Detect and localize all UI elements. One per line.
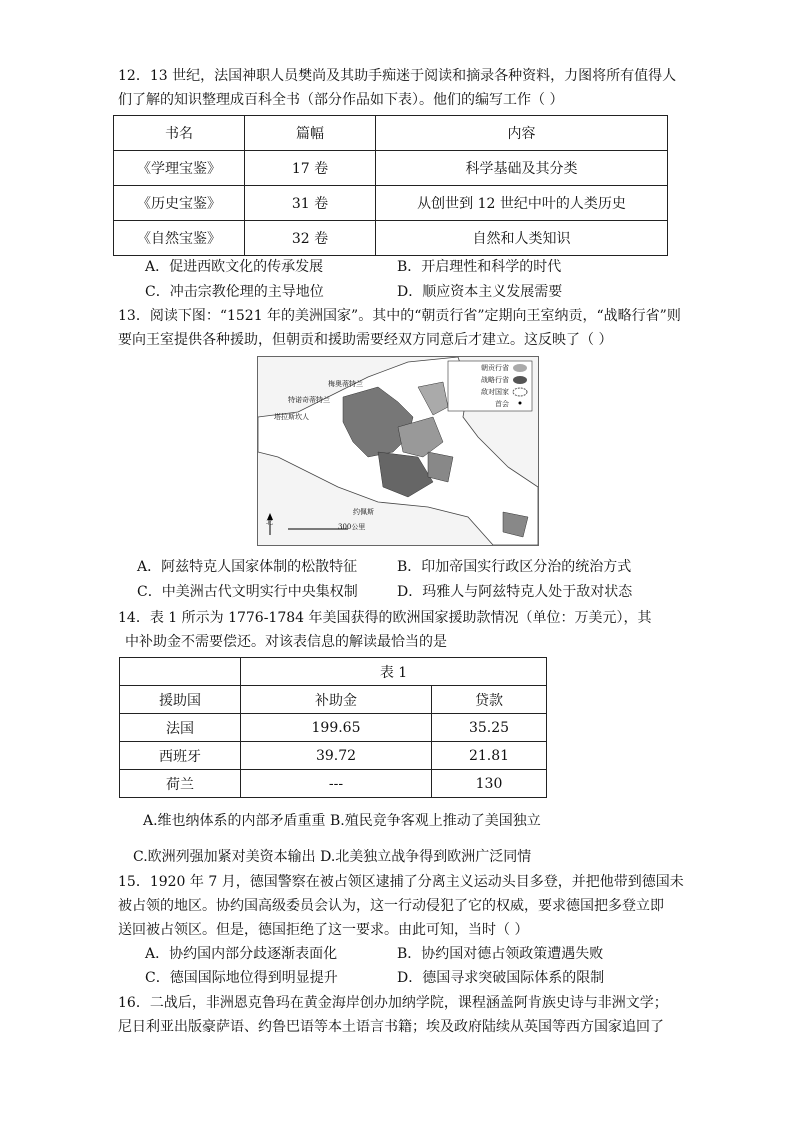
table-cell: 31 卷 [245,186,376,221]
map-north-label: 北 [266,518,273,526]
table-row [114,151,668,186]
q16-stem-line2: 尼日利亚出版豪萨语、约鲁巴语等本土语言书籍；埃及政府陆续从英国等西方国家追回了 [118,1019,664,1035]
table-row [114,221,668,256]
q12-option-b: B．开启理性和科学的时代 [397,259,562,275]
legend-item: 首会 [495,400,509,408]
q16-stem-line1: 16．二战后，非洲恩克鲁玛在黄金海岸创办加纳学院，课程涵盖阿肯族史诗与非洲文学； [118,995,668,1011]
table-row [114,186,668,221]
legend-item: 敌对国家 [481,388,509,396]
q12-option-a: A．促进西欧文化的传承发展 [145,259,324,275]
map-legend [454,362,509,410]
table-header-cell: 内容 [376,116,668,151]
table-row [120,770,547,798]
q14-stem-line1: 14．表 1 所示为 1776-1784 年美国获得的欧洲国家援助款情况（单位：万美元），其 [118,610,652,626]
table-cell: 自然和人类知识 [376,221,668,256]
q15-option-a: A．协约国内部分歧逐渐表面化 [145,946,338,962]
q14-options-line1: A.维也纳体系的内部矛盾重重 B.殖民竞争客观上推动了美国独立 [143,813,541,829]
table-header-cell: 补助金 [241,686,432,714]
table-cell: 法国 [120,714,241,742]
q12-option-c: C．冲击宗教伦理的主导地位 [145,284,324,300]
q15-option-c: C．德国国际地位得到明显提升 [145,970,338,986]
table-cell: 《历史宝鉴》 [114,186,245,221]
q13-option-c: C．中美洲古代文明实行中央集权制 [137,584,358,600]
table-cell: 西班牙 [120,742,241,770]
q13-stem-line2: 要向王室提供各种援助，但朝贡和援助需要经双方同意后才建立。这反映了（ ） [118,332,613,348]
table-cell: 从创世到 12 世纪中叶的人类历史 [376,186,668,221]
table-caption-row [120,658,547,686]
q14-table [119,657,547,798]
table-cell: 17 卷 [245,151,376,186]
table-cell: 35.25 [432,714,547,742]
map-place-label: 特诺奇蒂特兰 [288,396,330,404]
q14-stem-line2: 中补助金不需要偿还。对该表信息的解读最恰当的是 [125,634,447,650]
table-row [120,742,547,770]
table-cell [120,658,241,686]
q12-stem-line1: 12．13 世纪，法国神职人员樊尚及其助手痴迷于阅读和摘录各种资料，力图将所有值得人 [118,68,677,84]
table-cell: 32 卷 [245,221,376,256]
q12-table [113,115,668,256]
table-header-cell: 贷款 [432,686,547,714]
table-cell: 《学理宝鉴》 [114,151,245,186]
map-scale-label: 300公里 [338,523,366,531]
legend-item: 朝贡行省 [481,364,509,372]
map-place-label: 约佩斯 [353,508,374,516]
table-header-cell: 篇幅 [245,116,376,151]
map-place-label: 梅奥蒂特兰 [328,380,363,388]
table-header-cell: 书名 [114,116,245,151]
table-header-row [120,686,547,714]
q13-option-b: B．印加帝国实行政区分治的统治方式 [397,559,632,575]
q15-stem-line3: 送回被占领区。但是，德国拒绝了这一要求。由此可知，当时（ ） [118,922,529,938]
legend-item: 战略行省 [481,376,509,384]
q12-option-d: D．顺应资本主义发展需要 [397,284,563,300]
q13-stem-line1: 13．阅读下图：“1521 年的美洲国家”。其中的“朝贡行省”定期向王室纳贡，“战略行省”则 [118,308,681,324]
q14-options-line2: C.欧洲列强加紧对美资本输出 D.北美独立战争得到欧洲广泛同情 [133,849,532,865]
table-cell: 21.81 [432,742,547,770]
table-cell: --- [241,770,432,798]
q13-option-d: D．玛雅人与阿兹特克人处于敌对状态 [397,584,633,600]
table-header-row [114,116,668,151]
q12-stem-line2: 们了解的知识整理成百科全书（部分作品如下表）。他们的编写工作（ ） [118,92,564,108]
table-cell: 荷兰 [120,770,241,798]
q13-option-a: A．阿兹特克人国家体制的松散特征 [137,559,358,575]
q15-stem-line1: 15．1920 年 7 月，德国警察在被占领区逮捕了分离主义运动头目多登，并把他带到德国未 [118,874,684,890]
table-cell: 199.65 [241,714,432,742]
q15-option-b: B．协约国对德占领政策遭遇失败 [397,946,604,962]
table-caption: 表 1 [241,658,547,686]
table-cell: 《自然宝鉴》 [114,221,245,256]
q15-stem-line2: 被占领的地区。协约国高级委员会认为，这一行动侵犯了它的权威，要求德国把多登立即 [118,898,664,914]
table-cell: 130 [432,770,547,798]
table-cell: 39.72 [241,742,432,770]
map-place-label: 塔拉斯坎人 [274,413,309,421]
table-header-cell: 援助国 [120,686,241,714]
map-1521-americas [257,356,539,546]
q15-option-d: D．德国寻求突破国际体系的限制 [397,970,605,986]
table-row [120,714,547,742]
table-cell: 科学基础及其分类 [376,151,668,186]
